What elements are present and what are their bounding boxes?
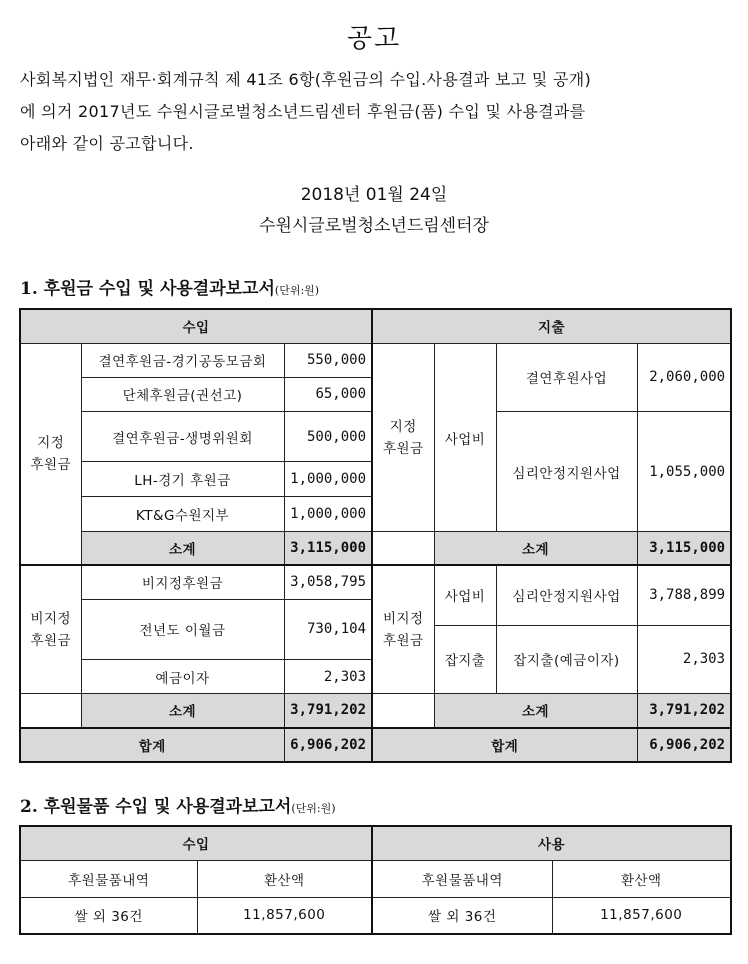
- notice-title: 공고: [346, 24, 402, 54]
- expense-total-label: 합계: [372, 728, 637, 762]
- donation-report-table: [19, 308, 732, 763]
- income-item: 비지정후원금: [81, 565, 284, 599]
- goods-col-value: 환산액: [197, 860, 372, 897]
- intro-line: 아래와 같이 공고합니다.: [20, 134, 194, 153]
- section1-unit: (단위:원): [274, 284, 320, 297]
- goods-col-items: 후원물품내역: [20, 860, 197, 897]
- expense-amount: 2,303: [637, 625, 731, 693]
- income-total-label: 합계: [20, 728, 284, 762]
- expense-subtotal-amount: 3,791,202: [637, 694, 731, 728]
- expense-category: 사업비: [434, 343, 496, 532]
- income-amount: 550,000: [284, 343, 372, 377]
- expense-amount: 2,060,000: [637, 343, 731, 411]
- expense-item: 심리안정지원사업: [496, 565, 637, 625]
- expense-item: 심리안정지원사업: [496, 411, 637, 532]
- income-header: 수입: [20, 309, 372, 343]
- expense-category: 사업비: [434, 565, 496, 625]
- expense-total-amount: 6,906,202: [637, 728, 731, 762]
- income-item: 결연후원금-생명위원회: [81, 411, 284, 461]
- goods-income-header: 수입: [20, 826, 372, 860]
- income-amount: 1,000,000: [284, 462, 372, 497]
- income-spacer: [20, 694, 81, 728]
- goods-usage-header: 사용: [372, 826, 731, 860]
- income-subtotal-amount: 3,791,202: [284, 694, 372, 728]
- income-amount: 730,104: [284, 599, 372, 659]
- income-subtotal-amount: 3,115,000: [284, 532, 372, 565]
- expense-designated-label: 지정 후원금: [372, 343, 434, 532]
- income-total-amount: 6,906,202: [284, 728, 372, 762]
- designated-label: 지정 후원금: [20, 343, 81, 565]
- expense-subtotal-amount: 3,115,000: [637, 532, 731, 565]
- income-item: LH-경기 후원금: [81, 462, 284, 497]
- income-amount: 2,303: [284, 659, 372, 693]
- intro-line: 사회복지법인 재무·회계규칙 제 41조 6항(후원금의 수입.사용결과 보고 및 공개): [20, 70, 592, 89]
- goods-report-table: [19, 825, 732, 935]
- non-designated-label: 비지정 후원금: [20, 565, 81, 694]
- expense-amount: 1,055,000: [637, 411, 731, 532]
- income-amount: 65,000: [284, 377, 372, 411]
- income-amount: 3,058,795: [284, 565, 372, 599]
- income-amount: 1,000,000: [284, 497, 372, 532]
- expense-item: 잡지출(예금이자): [496, 625, 637, 693]
- income-item: 전년도 이월금: [81, 599, 284, 659]
- income-subtotal-label: 소계: [81, 694, 284, 728]
- expense-category: 잡지출: [434, 625, 496, 693]
- goods-usage-value: 11,857,600: [552, 897, 731, 934]
- goods-col-value: 환산액: [552, 860, 731, 897]
- goods-col-items: 후원물품내역: [372, 860, 552, 897]
- income-item: 예금이자: [81, 659, 284, 693]
- goods-income-item: 쌀 외 36건: [20, 897, 197, 934]
- income-item: KT&G수원지부: [81, 497, 284, 532]
- expense-subtotal-label: 소계: [434, 532, 637, 565]
- intro-line: 에 의거 2017년도 수원시글로벌청소년드림센터 후원금(품) 수입 및 사용결과를: [20, 102, 586, 121]
- expense-non-designated-label: 비지정 후원금: [372, 565, 434, 694]
- expense-amount: 3,788,899: [637, 565, 731, 625]
- income-item: 단체후원금(권선고): [81, 377, 284, 411]
- income-amount: 500,000: [284, 411, 372, 461]
- expense-header: 지출: [372, 309, 731, 343]
- section2-unit: (단위:원): [291, 802, 336, 815]
- expense-subtotal-label: 소계: [434, 694, 637, 728]
- section1-heading: [20, 274, 319, 299]
- income-item: 결연후원금-경기공동모금회: [81, 343, 284, 377]
- expense-item: 결연후원사업: [496, 343, 637, 411]
- income-subtotal-label: 소계: [81, 532, 284, 565]
- goods-usage-item: 쌀 외 36건: [372, 897, 552, 934]
- section2-heading: [20, 792, 336, 817]
- notice-org: 수원시글로벌청소년드림센터장: [259, 216, 489, 236]
- goods-income-value: 11,857,600: [197, 897, 372, 934]
- section2-title: 2. 후원물품 수입 및 사용결과보고서: [20, 797, 292, 817]
- section1-title: 1. 후원금 수입 및 사용결과보고서: [20, 279, 275, 299]
- notice-intro: [20, 64, 732, 160]
- expense-spacer: [372, 532, 434, 565]
- expense-spacer: [372, 694, 434, 728]
- notice-date: 2018년 01월 24일: [300, 185, 448, 205]
